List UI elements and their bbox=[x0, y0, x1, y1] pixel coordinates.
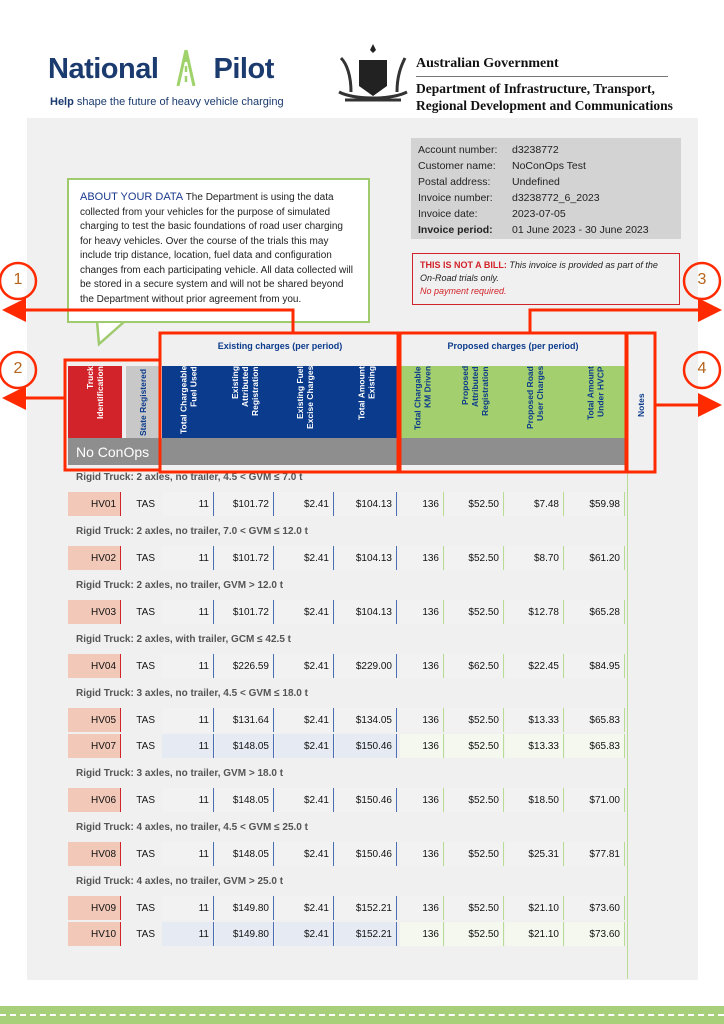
table-cell: 136 bbox=[400, 708, 444, 732]
table-cell: $2.41 bbox=[275, 492, 334, 516]
table-cell: $2.41 bbox=[275, 734, 334, 758]
table-cell: $52.50 bbox=[445, 896, 504, 920]
table-cell: $21.10 bbox=[505, 922, 564, 946]
table-cell: HV03 bbox=[68, 600, 121, 624]
table-cell: $13.33 bbox=[505, 734, 564, 758]
table-cell: 11 bbox=[162, 492, 214, 516]
table-cell: $229.00 bbox=[335, 654, 397, 678]
table-cell: $61.20 bbox=[565, 546, 625, 570]
callout-4: 4 bbox=[697, 360, 707, 377]
table-cell: 136 bbox=[400, 654, 444, 678]
table-cell: $52.50 bbox=[445, 492, 504, 516]
column-header: Total Chargeable Fuel Used bbox=[178, 366, 199, 435]
group-heading: Rigid Truck: 2 axles, with trailer, GCM ≤ 42.5 t bbox=[76, 633, 291, 645]
table-cell: $2.41 bbox=[275, 896, 334, 920]
table-cell: 136 bbox=[400, 788, 444, 812]
notice-text: This invoice is provided as part of the On-Road trials only. bbox=[420, 260, 658, 283]
table-cell: $21.10 bbox=[505, 896, 564, 920]
table-cell: 136 bbox=[400, 492, 444, 516]
table-cell: $150.46 bbox=[335, 842, 397, 866]
table-cell: $22.45 bbox=[505, 654, 564, 678]
table-cell: HV02 bbox=[68, 546, 121, 570]
table-cell: $52.50 bbox=[445, 788, 504, 812]
column-header: Proposed Road User Charges bbox=[525, 366, 545, 429]
callout-2: 2 bbox=[13, 360, 23, 377]
table-cell: $101.72 bbox=[215, 492, 274, 516]
table-cell: 11 bbox=[162, 896, 214, 920]
table-cell: $84.95 bbox=[565, 654, 625, 678]
group-heading: Rigid Truck: 2 axles, no trailer, GVM > 12.0 t bbox=[76, 579, 284, 591]
table-cell: $52.50 bbox=[445, 708, 504, 732]
account-label: Postal address: bbox=[418, 176, 491, 188]
table-cell: $77.81 bbox=[565, 842, 625, 866]
callout-3: 3 bbox=[697, 271, 707, 288]
account-value: d3238772_6_2023 bbox=[512, 192, 600, 204]
table-cell: 11 bbox=[162, 922, 214, 946]
table-cell: $2.41 bbox=[275, 922, 334, 946]
table-cell: $71.00 bbox=[565, 788, 625, 812]
table-cell: $52.50 bbox=[445, 600, 504, 624]
table-cell: $52.50 bbox=[445, 922, 504, 946]
table-cell: TAS bbox=[126, 734, 159, 758]
table-cell: $52.50 bbox=[445, 546, 504, 570]
conops-label: No ConOps bbox=[76, 444, 150, 460]
group-heading: Rigid Truck: 4 axles, no trailer, 4.5 < GVM ≤ 25.0 t bbox=[76, 821, 308, 833]
table-cell: HV01 bbox=[68, 492, 121, 516]
table-cell: $104.13 bbox=[335, 546, 397, 570]
table-cell: TAS bbox=[126, 842, 159, 866]
account-value: NoConOps Test bbox=[512, 160, 586, 172]
dept-line2: Regional Development and Communications bbox=[416, 98, 673, 113]
table-cell: $73.60 bbox=[565, 896, 625, 920]
table-cell: $73.60 bbox=[565, 922, 625, 946]
annotation-box-3 bbox=[400, 333, 626, 472]
table-cell: $65.83 bbox=[565, 734, 625, 758]
account-label: Invoice period: bbox=[418, 224, 493, 236]
table-cell: $2.41 bbox=[275, 600, 334, 624]
table-cell: TAS bbox=[126, 600, 159, 624]
table-cell: 11 bbox=[162, 546, 214, 570]
table-cell: $101.72 bbox=[215, 546, 274, 570]
notice-title: THIS IS NOT A BILL: bbox=[420, 260, 507, 270]
table-cell: 136 bbox=[400, 734, 444, 758]
table-cell: $131.64 bbox=[215, 708, 274, 732]
table-cell: $150.46 bbox=[335, 788, 397, 812]
table-cell: $7.48 bbox=[505, 492, 564, 516]
table-cell: 136 bbox=[400, 546, 444, 570]
table-cell: $152.21 bbox=[335, 922, 397, 946]
table-cell: 136 bbox=[400, 842, 444, 866]
table-cell: $25.31 bbox=[505, 842, 564, 866]
table-cell: $104.13 bbox=[335, 600, 397, 624]
table-cell: 11 bbox=[162, 708, 214, 732]
account-value: d3238772 bbox=[512, 144, 559, 156]
existing-charges-title: Existing charges (per period) bbox=[217, 341, 343, 351]
callout-1: 1 bbox=[13, 271, 23, 288]
table-cell: TAS bbox=[126, 788, 159, 812]
column-header: Existing Attributed Registration bbox=[230, 366, 260, 416]
table-cell: 11 bbox=[162, 600, 214, 624]
group-heading: Rigid Truck: 4 axles, no trailer, GVM > 25.0 t bbox=[76, 875, 284, 887]
column-header: Truck Identification bbox=[85, 366, 105, 419]
account-value: 2023-07-05 bbox=[512, 208, 566, 220]
dept-line1: Department of Infrastructure, Transport, bbox=[416, 81, 655, 96]
account-label: Account number: bbox=[418, 144, 498, 156]
table-cell: HV07 bbox=[68, 734, 121, 758]
account-value: Undefined bbox=[512, 176, 560, 188]
table-cell: HV06 bbox=[68, 788, 121, 812]
column-header: Total Amount Existing bbox=[356, 366, 377, 420]
table-cell: $12.78 bbox=[505, 600, 564, 624]
table-cell: TAS bbox=[126, 922, 159, 946]
annotation-box-1 bbox=[160, 333, 398, 472]
group-heading: Rigid Truck: 2 axles, no trailer, 4.5 < GVM ≤ 7.0 t bbox=[76, 471, 303, 483]
table-cell: 11 bbox=[162, 788, 214, 812]
table-cell: HV05 bbox=[68, 708, 121, 732]
table-cell: $2.41 bbox=[275, 708, 334, 732]
table-cell: $149.80 bbox=[215, 896, 274, 920]
table-cell: $148.05 bbox=[215, 788, 274, 812]
table-cell: $150.46 bbox=[335, 734, 397, 758]
table-cell: TAS bbox=[126, 708, 159, 732]
annotation-box-4 bbox=[627, 333, 655, 472]
table-cell: $13.33 bbox=[505, 708, 564, 732]
table-cell: $2.41 bbox=[275, 842, 334, 866]
table-cell: HV08 bbox=[68, 842, 121, 866]
table-cell: $2.41 bbox=[275, 654, 334, 678]
table-cell: 11 bbox=[162, 654, 214, 678]
table-cell: $101.72 bbox=[215, 600, 274, 624]
column-header: State Registered bbox=[138, 368, 148, 436]
column-header: Existing Fuel Excise Charges bbox=[295, 366, 315, 430]
account-label: Customer name: bbox=[418, 160, 496, 172]
annotation-box-2 bbox=[65, 360, 160, 470]
table-cell: HV10 bbox=[68, 922, 121, 946]
column-header: Total Amount Under HVCP bbox=[585, 366, 606, 420]
table-cell: 136 bbox=[400, 922, 444, 946]
table-cell: $8.70 bbox=[505, 546, 564, 570]
table-cell: $134.05 bbox=[335, 708, 397, 732]
table-cell: HV04 bbox=[68, 654, 121, 678]
group-heading: Rigid Truck: 3 axles, no trailer, 4.5 < GVM ≤ 18.0 t bbox=[76, 687, 308, 699]
column-header: Total Chargable KM Driven bbox=[412, 366, 433, 430]
group-heading: Rigid Truck: 2 axles, no trailer, 7.0 < GVM ≤ 12.0 t bbox=[76, 525, 308, 537]
table-cell: $59.98 bbox=[565, 492, 625, 516]
account-label: Invoice number: bbox=[418, 192, 493, 204]
table-cell: 11 bbox=[162, 734, 214, 758]
about-text: The Department is using the data collected from your vehicles for the purpose of simulated charging to test the basic foundations of road user charging for heavy vehicles. Over the course of the trials this may include trip distance, location, fuel data and configuration changes from each participating vehicle. All data collected will be stored in a secure system and will not be shared beyond the Department without prior agreement from you. bbox=[80, 192, 353, 305]
tagline-rest: shape the future of heavy vehicle charging bbox=[73, 96, 284, 108]
column-header: Proposed Attributed Registration bbox=[460, 366, 490, 416]
table-cell: $2.41 bbox=[275, 546, 334, 570]
table-cell: TAS bbox=[126, 896, 159, 920]
table-cell: TAS bbox=[126, 654, 159, 678]
table-cell: $148.05 bbox=[215, 842, 274, 866]
table-cell: $65.28 bbox=[565, 600, 625, 624]
table-cell: $65.83 bbox=[565, 708, 625, 732]
account-label: Invoice date: bbox=[418, 208, 478, 220]
logo-text-right: Pilot bbox=[213, 53, 274, 85]
table-cell: TAS bbox=[126, 546, 159, 570]
no-payment-text: No payment required. bbox=[420, 286, 507, 296]
table-cell: $52.50 bbox=[445, 734, 504, 758]
group-heading: Rigid Truck: 3 axles, no trailer, GVM > 18.0 t bbox=[76, 767, 284, 779]
table-cell: 136 bbox=[400, 600, 444, 624]
tagline-bold: Help bbox=[50, 96, 74, 108]
account-value: 01 June 2023 - 30 June 2023 bbox=[512, 224, 649, 236]
table-cell: 11 bbox=[162, 842, 214, 866]
table-cell: $52.50 bbox=[445, 842, 504, 866]
column-header: Notes bbox=[636, 393, 646, 417]
gov-title: Australian Government bbox=[416, 56, 668, 77]
proposed-charges-title: Proposed charges (per period) bbox=[447, 341, 579, 351]
table-cell: $2.41 bbox=[275, 788, 334, 812]
about-heading: ABOUT YOUR DATA bbox=[80, 191, 184, 203]
table-cell: $152.21 bbox=[335, 896, 397, 920]
logo-text-left: National bbox=[48, 53, 159, 85]
table-cell: $62.50 bbox=[445, 654, 504, 678]
table-cell: $104.13 bbox=[335, 492, 397, 516]
table-cell: $18.50 bbox=[505, 788, 564, 812]
table-cell: 136 bbox=[400, 896, 444, 920]
table-cell: $149.80 bbox=[215, 922, 274, 946]
table-cell: $226.59 bbox=[215, 654, 274, 678]
table-cell: $148.05 bbox=[215, 734, 274, 758]
table-cell: TAS bbox=[126, 492, 159, 516]
table-cell: HV09 bbox=[68, 896, 121, 920]
